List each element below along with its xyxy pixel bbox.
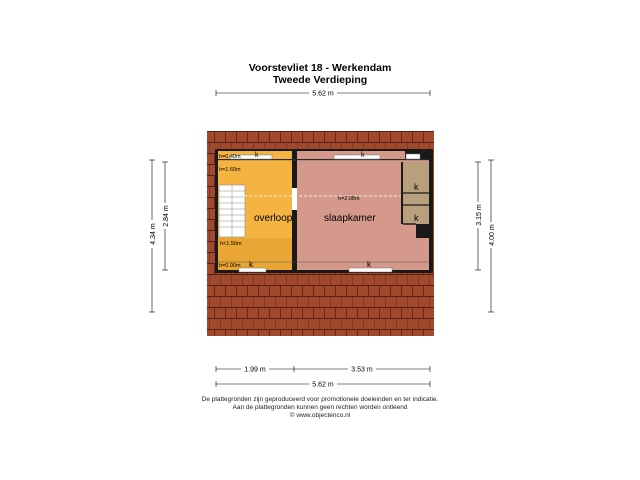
height-label-090: h=0.90m xyxy=(219,263,241,269)
k-label: k xyxy=(414,213,419,223)
dim-bottom-right: 3.53 m xyxy=(351,366,373,374)
copyright-link[interactable]: © www.objectenco.nl xyxy=(289,412,351,419)
dim-bottom-total: 5.62 m xyxy=(312,381,334,389)
window-top-right xyxy=(406,154,420,159)
height-label-160: h=1.60m xyxy=(219,167,241,173)
disclaimer-line-1: De plattegronden zijn geproduceerd voor promotionele doeleinden en ter indicatie. xyxy=(201,396,439,403)
plan-title: Voorstevliet 18 - Werkendam xyxy=(248,62,392,74)
roof-top xyxy=(207,131,434,152)
wall-block xyxy=(416,224,429,238)
k-label: k xyxy=(361,152,365,159)
dim-bottom-left: 1.99 m xyxy=(244,366,266,374)
k-label: k xyxy=(249,260,253,269)
disclaimer-line-2: Aan de plattegronden kunnen geen rechten worden ontleend xyxy=(232,404,408,411)
height-label-208: h=2.08m xyxy=(338,196,360,202)
window-top-mid xyxy=(334,155,380,159)
interior-wall xyxy=(292,151,297,271)
dim-left-outer: 4.34 m xyxy=(150,223,157,245)
dim-left-inner: 2.84 m xyxy=(163,205,170,227)
roof-bottom xyxy=(207,272,434,336)
dim-right-outer: 4.00 m xyxy=(489,224,496,246)
k-label: k xyxy=(414,182,419,192)
height-label-150: h<1.50m xyxy=(220,241,242,247)
slaapkamer-label: slaapkamer xyxy=(324,213,376,224)
dim-right-inner: 3.15 m xyxy=(476,204,483,226)
k-label: k xyxy=(367,260,371,269)
k-label: k xyxy=(255,152,259,159)
cabinet-wall xyxy=(401,162,403,224)
overloop-label: overloop xyxy=(254,213,293,224)
plan-subtitle: Tweede Verdieping xyxy=(272,74,368,86)
height-label-040: h=0.40m xyxy=(219,154,241,160)
dim-top-width: 5.62 m xyxy=(312,90,334,98)
door-opening xyxy=(292,188,297,210)
staircase xyxy=(219,185,245,237)
